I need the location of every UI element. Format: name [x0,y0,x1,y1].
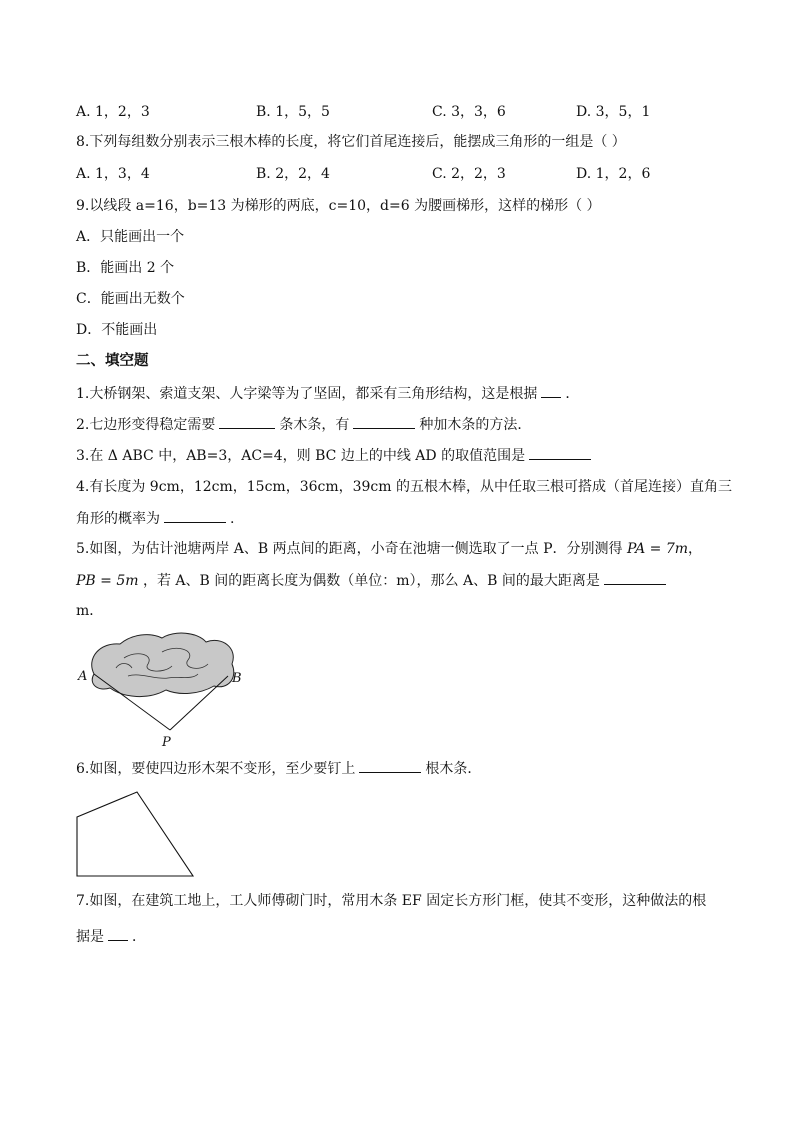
fill-q7-end: ． [132,929,146,945]
fill-q5-text-a: 5.如图，为估计池塘两岸 A、B 两点间的距离，小奇在池塘一侧选取了一点 P．分别测得 [76,541,623,557]
answer-blank [219,414,275,429]
q8-option-b: B. 2，2，4 [256,166,330,182]
fill-q4-line1: 4.有长度为 9cm，12cm，15cm，36cm，39cm 的五根木棒，从中任取三根可搭成（首尾连接）直角三 [76,479,733,495]
answer-blank [108,926,128,941]
fill-q2-text-a: 2.七边形变得稳定需要 [76,417,216,433]
fill-q1-end: ． [565,386,580,402]
q9-option-d: D．不能画出 [76,322,158,338]
pond-shape [92,633,234,697]
pond-figure [76,628,276,748]
answer-blank [359,758,421,773]
label-b: B [232,671,242,686]
fill-q4-text: 角形的概率为 [76,511,160,527]
fill-q6 [76,758,481,779]
section-title: 二、填空题 [76,353,149,369]
fill-q7-line2 [76,926,146,947]
label-a: A [78,669,88,684]
q8-option-c: C. 2，2，3 [432,166,506,182]
fill-q2 [76,414,531,435]
q8-stem: 8.下列每组数分别表示三根木棒的长度，将它们首尾连接后，能摆成三角形的一组是（ ） [76,134,626,150]
q8-option-d: D. 1，2，6 [576,166,651,182]
q9-option-a: A．只能画出一个 [76,229,185,245]
fill-q1-text: 1.大桥钢架、索道支架、人字梁等为了坚固，都采有三角形结构，这是根据 [76,386,538,402]
fill-q6-text-a: 6.如图，要使四边形木架不变形，至少要钉上 [76,761,356,777]
answer-blank [164,508,226,523]
answer-blank [353,414,415,429]
fill-q2-text-c: 种加木条的方法． [419,417,532,433]
q7-option-a: A. 1，2，3 [76,104,150,120]
answer-blank [541,383,561,398]
fill-q5-text-b: ，若 A、B 间的距离长度为偶数（单位：m），那么 A、B 间的最大距离是 [142,573,600,589]
q9-stem: 9.以线段 a=16，b=13 为梯形的两底，c=10，d=6 为腰画梯形，这样的梯形（ ） [76,198,601,214]
fill-q2-text-b: 条木条，有 [279,417,350,433]
fill-q6-text-b: 根木条． [425,761,482,777]
fill-q7-line1: 7.如图，在建筑工地上，工人师傅砌门时，常用木条 EF 固定长方形门框，使其不变形，这种做法的根 [76,893,707,909]
fill-q5-line2 [76,570,670,591]
fill-q3 [76,445,595,466]
q7-option-c: C. 3，3，6 [432,104,506,120]
quadrilateral-frame [77,792,193,876]
fill-q4-end: . [230,511,235,527]
label-p: P [162,735,171,750]
fill-q5-pb: PB = 5m [76,573,139,589]
fill-q5-pa: PA = 7m [626,541,689,557]
q9-option-b: B．能画出 2 个 [76,260,175,276]
fill-q5-line1 [76,539,702,559]
fill-q4-line2 [76,508,234,529]
answer-blank [529,445,591,460]
quadrilateral-figure [76,790,206,880]
q8-option-a: A. 1，3，4 [76,166,150,182]
q7-option-d: D. 3，5，1 [576,104,651,120]
q9-option-c: C．能画出无数个 [76,291,185,307]
fill-q5-comma: ， [688,541,703,557]
fill-q7-text: 据是 [76,929,104,945]
answer-blank [604,570,666,585]
fill-q3-text: 3.在 Δ ABC 中，AB=3，AC=4，则 BC 边上的中线 AD 的取值范围是 [76,448,526,464]
q7-option-b: B. 1，5，5 [256,104,330,120]
fill-q5-line3: m． [76,603,104,619]
fill-q1 [76,383,579,404]
